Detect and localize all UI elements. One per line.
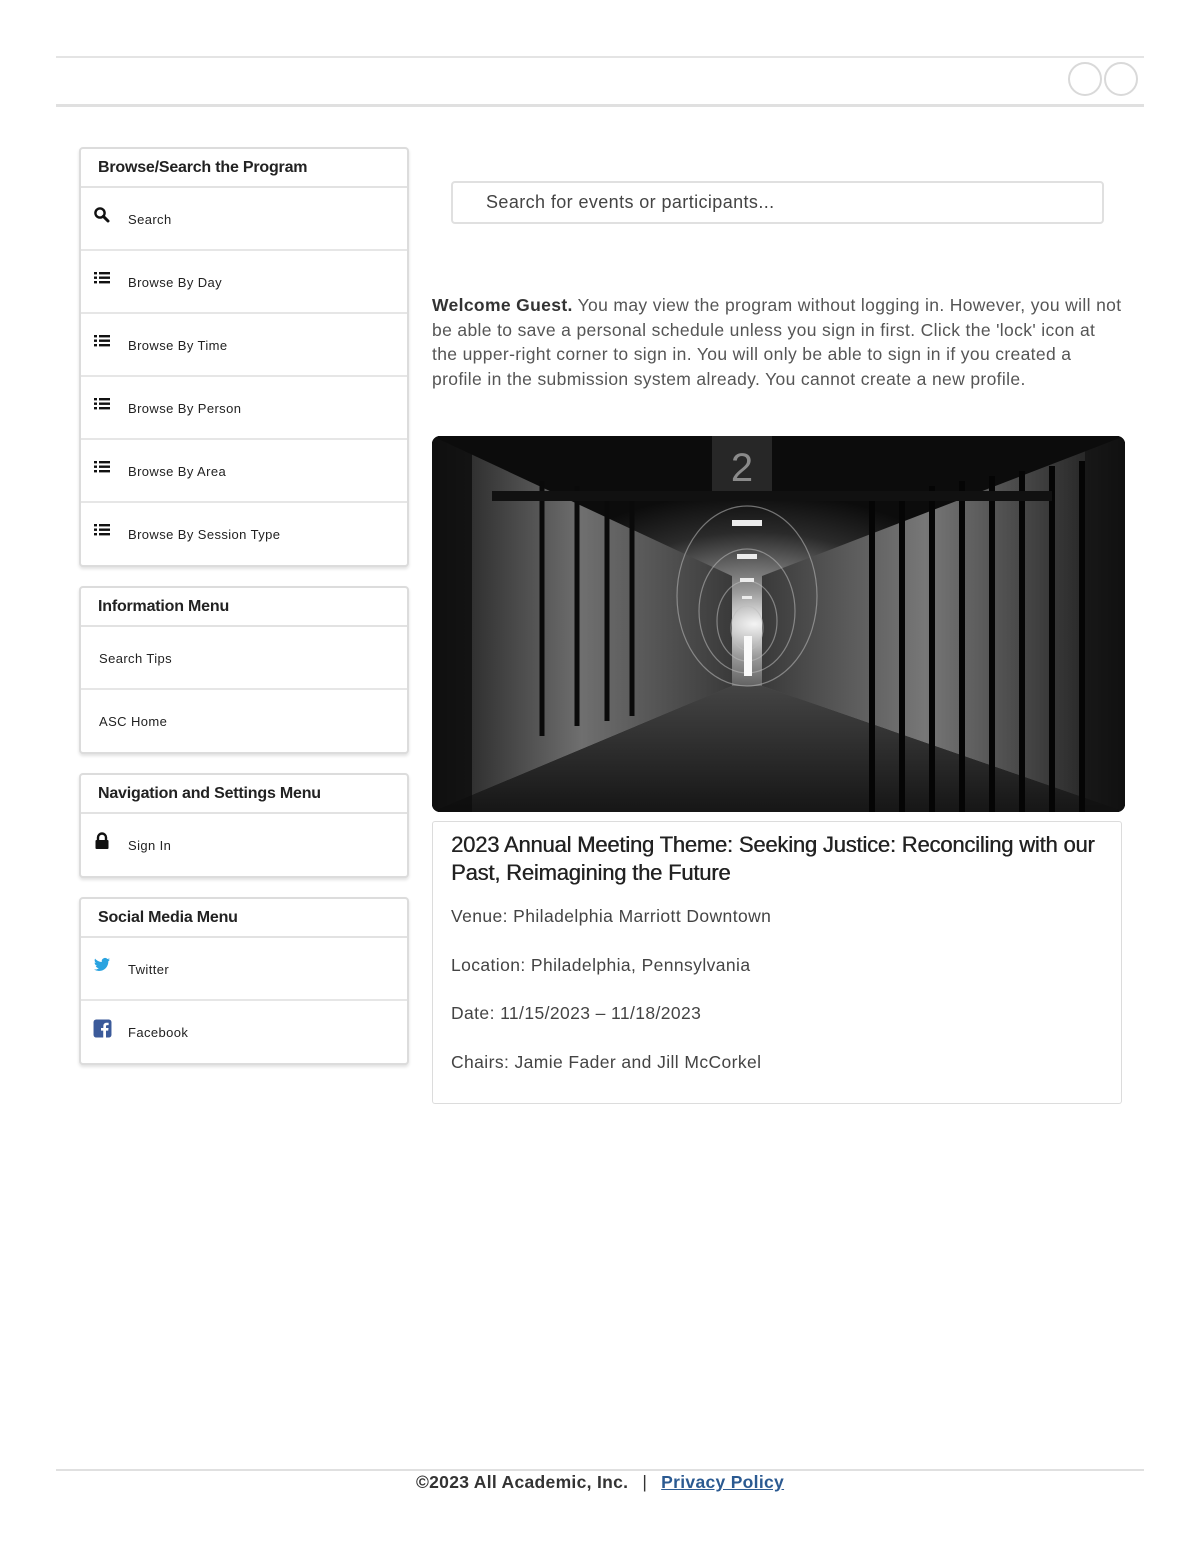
footer-separator: | xyxy=(642,1472,648,1492)
list-icon xyxy=(93,332,111,350)
footer xyxy=(0,1472,1200,1493)
sidebar-item-label: Browse By Person xyxy=(128,401,242,416)
list-icon xyxy=(93,521,111,539)
lock-icon xyxy=(93,832,111,850)
sidebar-item-browse-by-day[interactable] xyxy=(81,251,407,314)
sidebar-item-label: Twitter xyxy=(128,962,170,977)
date-text: Date: 11/15/2023 – 11/18/2023 xyxy=(451,1003,702,1023)
facebook-icon xyxy=(93,1019,111,1037)
footer-divider xyxy=(56,1469,1144,1471)
sidebar-item-search[interactable] xyxy=(81,188,407,251)
sidebar-item-label: Browse By Session Type xyxy=(128,527,281,542)
welcome-message xyxy=(432,293,1122,391)
location-text: Location: Philadelphia, Pennsylvania xyxy=(451,955,751,975)
sidebar-item-search-tips[interactable] xyxy=(81,627,407,690)
hero-image xyxy=(432,436,1125,812)
list-icon xyxy=(93,269,111,287)
meeting-info-card xyxy=(432,821,1122,1104)
header-bottom-divider xyxy=(56,104,1144,107)
sidebar-item-sign-in[interactable] xyxy=(81,814,407,876)
sidebar-item-label: Facebook xyxy=(128,1025,189,1040)
sidebar-item-browse-by-person[interactable] xyxy=(81,377,407,440)
prison-corridor-image xyxy=(432,436,1125,812)
panel-title: Navigation and Settings Menu xyxy=(81,775,407,814)
sidebar-item-label: Sign In xyxy=(128,838,172,853)
social-media-panel xyxy=(79,897,409,1065)
information-menu-panel xyxy=(79,586,409,754)
sidebar xyxy=(79,147,409,1084)
sidebar-item-label: Browse By Day xyxy=(128,275,223,290)
twitter-icon xyxy=(93,956,111,974)
sidebar-item-twitter[interactable] xyxy=(81,938,407,1001)
list-icon xyxy=(93,458,111,476)
header-circle-button[interactable] xyxy=(1068,62,1102,96)
browse-search-panel xyxy=(79,147,409,567)
panel-title: Social Media Menu xyxy=(81,899,407,938)
navigation-settings-panel xyxy=(79,773,409,878)
search-icon xyxy=(93,206,111,224)
panel-title: Information Menu xyxy=(81,588,407,627)
sidebar-item-label: ASC Home xyxy=(99,714,168,729)
chairs-text: Chairs: Jamie Fader and Jill McCorkel xyxy=(451,1052,762,1072)
header-top-divider xyxy=(56,56,1144,58)
sidebar-item-label: Browse By Area xyxy=(128,464,227,479)
meeting-theme-title: 2023 Annual Meeting Theme: Seeking Justice: Reconciling with our Past, Reimagining the Future xyxy=(451,832,1095,885)
sidebar-item-label: Search xyxy=(128,212,172,227)
sidebar-item-browse-by-session-type[interactable] xyxy=(81,503,407,565)
sidebar-item-label: Browse By Time xyxy=(128,338,228,353)
sidebar-item-browse-by-time[interactable] xyxy=(81,314,407,377)
panel-title: Browse/Search the Program xyxy=(81,149,407,188)
welcome-text: You may view the program without logging in. However, you will not be able to save a personal schedule unless you sign in first. Click the 'lock' icon at the upper-right corner to sign in. You will only be able to sign in if you created a profile in the submission system already. You cannot create a new profile. xyxy=(432,295,1122,389)
list-icon xyxy=(93,395,111,413)
sidebar-item-label: Search Tips xyxy=(99,651,173,666)
header-circle-button[interactable] xyxy=(1104,62,1138,96)
welcome-bold: Welcome Guest. xyxy=(432,295,573,315)
copyright-text: ©2023 All Academic, Inc. xyxy=(415,1472,629,1492)
venue-text: Venue: Philadelphia Marriott Downtown xyxy=(451,906,772,926)
sidebar-item-facebook[interactable] xyxy=(81,1001,407,1063)
sidebar-item-asc-home[interactable] xyxy=(81,690,407,752)
hero-number: 2 xyxy=(730,446,754,490)
sidebar-item-browse-by-area[interactable] xyxy=(81,440,407,503)
privacy-policy-link[interactable]: Privacy Policy xyxy=(661,1472,785,1492)
search-input[interactable] xyxy=(451,181,1104,224)
